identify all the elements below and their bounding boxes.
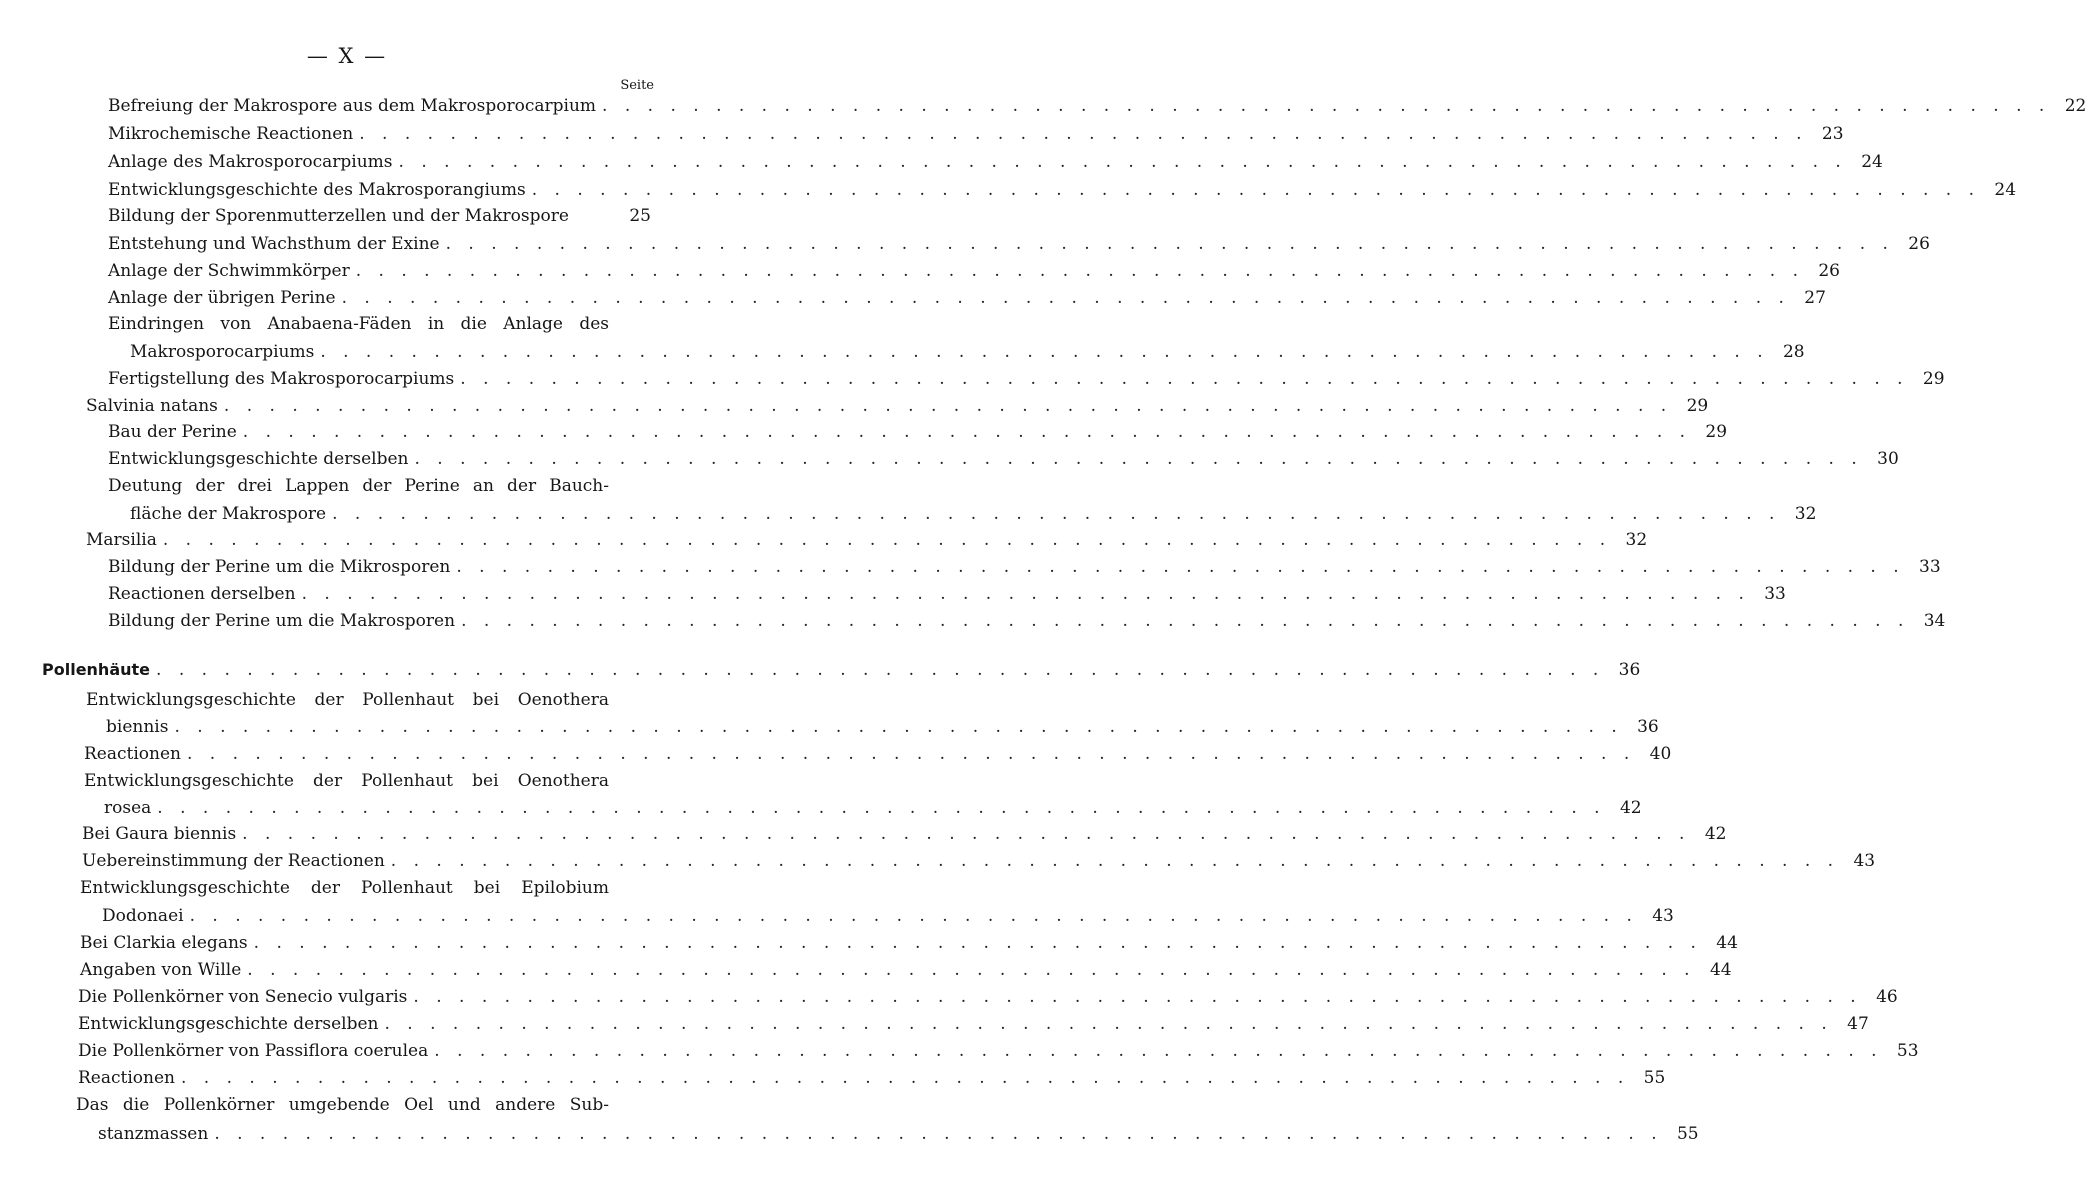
toc-entry-text: fläche der Makrospore <box>130 504 327 524</box>
toc-leader-dots <box>237 422 1691 442</box>
toc-entry-text: Bei Gaura biennis <box>82 824 237 844</box>
toc-entry <box>108 551 1941 577</box>
toc-entry <box>104 792 1642 818</box>
toc-entry <box>86 390 1709 416</box>
toc-entry-text: Anlage des Makrosporocarpiums <box>108 152 393 172</box>
toc-entry <box>108 443 1899 469</box>
toc-page-number: 55 <box>1676 1124 1699 1144</box>
toc-entry <box>78 1035 1919 1061</box>
toc-entry-text: Bildung der Perine um die Mikrosporen <box>108 557 451 577</box>
toc-page-number: 25 <box>629 206 651 226</box>
toc-leader-dots <box>248 933 1702 953</box>
toc-leader-dots <box>157 530 1611 550</box>
toc-leader-dots <box>440 234 1894 254</box>
toc-entry-text: Angaben von Wille <box>80 960 242 980</box>
toc-entry-text: Entwicklungsgeschichte derselben <box>108 449 409 469</box>
toc-entry <box>108 200 651 226</box>
toc-leader-dots <box>454 369 1908 389</box>
toc-page-number: 23 <box>1821 124 1844 144</box>
toc-entry-text: Anlage der übrigen Perine <box>108 288 336 308</box>
toc-entry <box>86 524 1648 550</box>
page-column-label: Seite <box>620 78 654 93</box>
toc-page-number: 24 <box>1994 180 2017 200</box>
toc-page-number: 36 <box>1618 660 1641 680</box>
toc-leader-dots <box>184 906 1638 926</box>
toc-page-number: 44 <box>1709 960 1732 980</box>
toc-leader-dots <box>385 851 1839 871</box>
toc-page-number: 30 <box>1877 449 1899 469</box>
toc-leader-dots <box>408 449 1862 469</box>
toc-entry <box>108 174 2017 200</box>
toc-entry-text: biennis <box>106 717 169 737</box>
toc-leader-dots <box>218 396 1672 416</box>
toc-entry-text: Fertigstellung des Makrosporocarpiums <box>108 369 455 389</box>
toc-leader-dots <box>181 744 1635 764</box>
toc-entry <box>108 228 1930 254</box>
toc-entry-text: Dodonaei <box>102 906 184 926</box>
toc-leader-dots <box>150 660 1604 680</box>
toc-entry <box>102 900 1674 926</box>
toc-page-number: 33 <box>1919 557 1941 577</box>
toc-page-number: 47 <box>1847 1014 1869 1034</box>
toc-leader-dots <box>336 288 1790 308</box>
toc-entry-text: Reactionen derselben <box>108 584 296 604</box>
toc-page-number: 36 <box>1637 717 1659 737</box>
toc-entry <box>84 738 1672 764</box>
toc-page-number: 32 <box>1794 504 1817 524</box>
toc-page-number: 27 <box>1804 288 1826 308</box>
toc-leader-dots <box>236 824 1690 844</box>
toc-page-number: 24 <box>1861 152 1883 172</box>
toc-page-number: 28 <box>1782 342 1805 362</box>
toc-entry <box>80 872 651 898</box>
toc-page-number: 40 <box>1649 744 1672 764</box>
toc-page-number: 42 <box>1704 824 1727 844</box>
toc-entry <box>82 845 1876 871</box>
toc-entry <box>82 818 1727 844</box>
toc-entry <box>108 90 2086 116</box>
toc-leader-dots <box>378 1014 1832 1034</box>
toc-entry <box>108 118 1844 144</box>
toc-entry-text: Die Pollenkörner von Senecio vulgaris <box>78 987 408 1007</box>
toc-leader-dots <box>314 342 1768 362</box>
toc-entry <box>130 498 1817 524</box>
toc-leader-dots <box>241 960 1695 980</box>
toc-page-number: 29 <box>1705 422 1728 442</box>
toc-leader-dots <box>175 1068 1629 1088</box>
toc-leader-dots <box>350 261 1804 281</box>
toc-entry-text: Mikrochemische Reactionen <box>108 124 354 144</box>
toc-page-number: 34 <box>1923 611 1946 631</box>
toc-entry-text: stanzmassen <box>98 1124 209 1144</box>
toc-page-number: 42 <box>1619 798 1642 818</box>
toc-entry <box>108 578 1786 604</box>
toc-page-number: 43 <box>1652 906 1674 926</box>
toc-entry-text: Salvinia natans <box>86 396 218 416</box>
toc-page-number: 29 <box>1922 369 1945 389</box>
toc-leader-dots <box>450 557 1904 577</box>
toc-entry <box>108 308 651 334</box>
toc-entry <box>98 1118 1699 1144</box>
toc-leader-dots <box>455 611 1909 631</box>
toc-entry-text: Das die Pollenkörner umgebende Oel und andere Sub- <box>76 1095 609 1115</box>
toc-entry <box>84 765 651 791</box>
toc-entry-text: rosea <box>104 798 152 818</box>
toc-entry-text: Entwicklungsgeschichte der Pollenhaut bei Oenothera <box>84 771 609 791</box>
toc-entry-text: Entwicklungsgeschichte des Makrosporangiums <box>108 180 526 200</box>
toc-entry-text: Pollenhäute <box>42 660 151 679</box>
toc-entry-text: Bildung der Perine um die Makrosporen <box>108 611 456 631</box>
toc-entry <box>108 416 1728 442</box>
toc-leader-dots <box>296 584 1750 604</box>
toc-entry-text: Entstehung und Wachsthum der Exine <box>108 234 440 254</box>
toc-entry <box>108 255 1840 281</box>
toc-entry <box>108 605 1946 631</box>
toc-page-number: 22 <box>2064 96 2086 116</box>
toc-entry <box>108 470 651 496</box>
toc-entry <box>80 927 1738 953</box>
toc-entry <box>78 1008 1869 1034</box>
toc-entry-text: Bildung der Sporenmutterzellen und der Makrospore <box>108 206 569 226</box>
toc-entry-text: Makrosporocarpiums <box>130 342 315 362</box>
toc-entry-text: Die Pollenkörner von Passiflora coerulea <box>78 1041 429 1061</box>
toc-entry <box>86 684 651 710</box>
toc-page-number: 32 <box>1625 530 1648 550</box>
toc-entry <box>108 282 1826 308</box>
toc-entry-text: Uebereinstimmung der Reactionen <box>82 851 385 871</box>
toc-entry-text: Entwicklungsgeschichte der Pollenhaut bei Epilobium <box>80 878 609 898</box>
toc-page-number: 53 <box>1896 1041 1919 1061</box>
toc-entry <box>80 954 1732 980</box>
toc-leader-dots <box>393 152 1847 172</box>
toc-page-number: 26 <box>1818 261 1840 281</box>
toc-leader-dots <box>208 1124 1662 1144</box>
toc-page-number: 46 <box>1876 987 1898 1007</box>
toc-page-number: 26 <box>1908 234 1930 254</box>
toc-section-heading <box>42 654 1641 680</box>
toc-entry <box>108 146 1883 172</box>
toc-entry <box>76 1089 651 1115</box>
page-numeral-header: — X — <box>306 44 388 68</box>
toc-entry-text: Anlage der Schwimmkörper <box>108 261 350 281</box>
toc-page-number: 44 <box>1716 933 1738 953</box>
toc-page-number: 29 <box>1686 396 1709 416</box>
toc-entry-text: Bau der Perine <box>108 422 237 442</box>
toc-leader-dots <box>353 124 1807 144</box>
toc-entry-text: Reactionen <box>78 1068 175 1088</box>
toc-entry <box>78 981 1898 1007</box>
toc-entry-text: Bei Clarkia elegans <box>80 933 248 953</box>
toc-page-number: 55 <box>1643 1068 1666 1088</box>
toc-leader-dots <box>151 798 1605 818</box>
toc-page-number: 43 <box>1853 851 1876 871</box>
toc-leader-dots <box>428 1041 1882 1061</box>
toc-entry-text: Reactionen <box>84 744 181 764</box>
toc-page-number: 33 <box>1764 584 1786 604</box>
toc-entry-text: Deutung der drei Lappen der Perine an der Bauch- <box>108 476 609 496</box>
toc-leader-dots <box>526 180 1980 200</box>
toc-entry-text: Entwicklungsgeschichte derselben <box>78 1014 379 1034</box>
toc-entry-text: Eindringen von Anabaena-Fäden in die Anlage des <box>108 314 609 334</box>
toc-leader-dots <box>326 504 1780 524</box>
toc-entry-text: Entwicklungsgeschichte der Pollenhaut bei Oenothera <box>86 690 609 710</box>
toc-entry-text: Befreiung der Makrospore aus dem Makrosporocarpium <box>108 96 597 116</box>
toc-leader-dots <box>407 987 1861 1007</box>
toc-leader-dots <box>168 717 1622 737</box>
toc-leader-dots <box>596 96 2050 116</box>
toc-entry <box>78 1062 1666 1088</box>
toc-entry-text: Marsilia <box>86 530 157 550</box>
toc-entry <box>106 711 1659 737</box>
toc-entry <box>108 363 1945 389</box>
toc-entry <box>130 336 1805 362</box>
